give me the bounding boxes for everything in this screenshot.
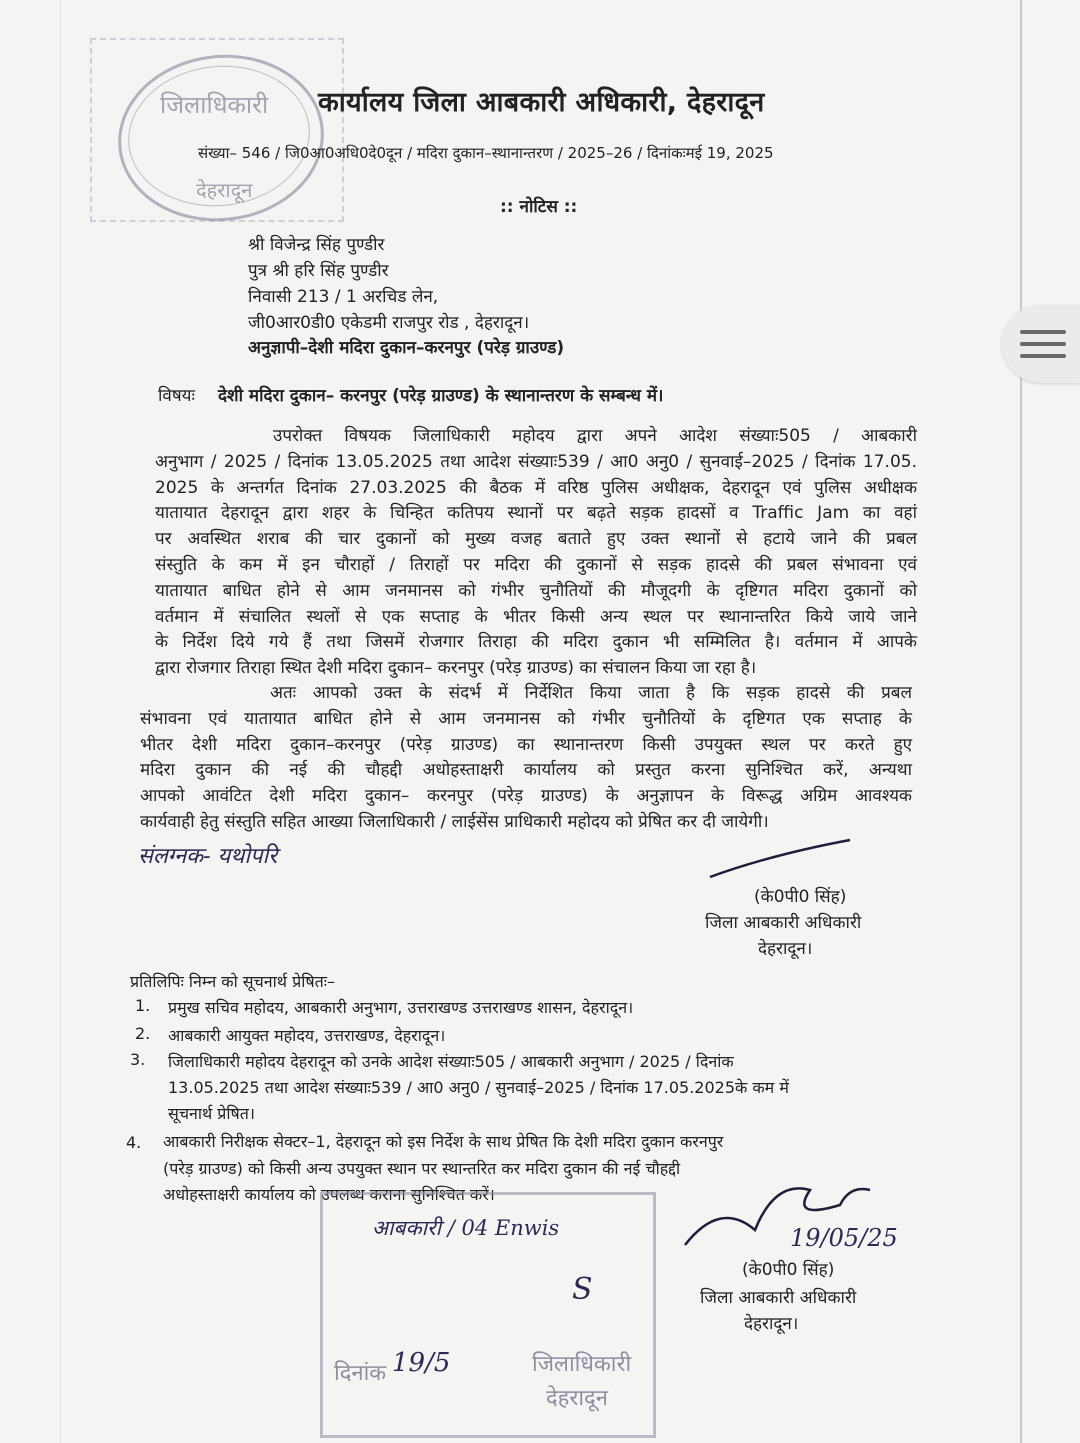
paragraph-line: आपको आवंटित देशी मदिरा दुकान– करनपुर (परेड़ ग्राउण्ड) के अनुज्ञापन के विरूद्ध अग्रिम आवश्यक [140, 786, 912, 807]
body-paragraph-2 [140, 681, 912, 836]
paragraph-line: कार्यवाही हेतु संस्तुति सहित आख्या जिलाधिकारी / लाईसेंस प्राधिकारी महोदय को प्रेषित कर दी जायेगी। [140, 811, 769, 832]
addressee-name: श्री विजेन्द्र सिंह पुण्डीर [248, 235, 385, 255]
signature-stroke [700, 835, 860, 885]
receipt-handwritten-entry: आबकारी / 04 Enwis [372, 1216, 560, 1240]
copy-item-text: (परेड़ ग्राउण्ड) को किसी अन्य उपयुक्त स्थान पर स्थान्तरित कर मदिरा दुकान की नई चौहद्दी [163, 1159, 681, 1178]
body-paragraph-1 [155, 424, 917, 682]
signatory-place: देहरादून। [758, 939, 813, 959]
copy-item-text: जिलाधिकारी महोदय देहरादून को उनके आदेश संख्याः505 / आबकारी अनुभाग / 2025 / दिनांक [168, 1052, 734, 1071]
receipt-date-value: 19/5 [392, 1348, 451, 1378]
subject-text: देशी मदिरा दुकान– करनपुर (परेड़ ग्राउण्ड) के स्थानान्तरण के सम्बन्ध में। [218, 386, 664, 406]
copy-to-heading: प्रतिलिपिः निम्न को सूचनार्थ प्रेषितः– [130, 972, 335, 991]
addressee-residence: निवासी 213 / 1 अरचिड लेन, [248, 287, 439, 307]
paragraph-line: यातायात देहरादून द्वारा शहर के चिन्हित कतिपय स्थानों पर बढ़ते सड़क हादसों व Traffic Jam का वहां [155, 503, 917, 524]
copy-item-number: 4. [126, 1133, 142, 1152]
addressee-licensee: अनुज्ञापी–देशी मदिरा दुकान–करनपुर (परेड़ ग्राउण्ड) [248, 338, 565, 358]
copy-item-text: आबकारी आयुक्त महोदय, उत्तराखण्ड, देहरादून। [168, 1026, 446, 1045]
receipt-place: देहरादून [546, 1386, 608, 1411]
copy-item-text: अधोहस्ताक्षरी कार्यालय को उपलब्ध कराना सुनिश्चित करें। [163, 1185, 495, 1204]
paragraph-line: संस्तुति के कम में इन चौराहों / तिराहों पर मदिरा की दुकानों से सड़क हादसे की प्रबल संभावना एवं [155, 554, 917, 575]
signatory-place: देहरादून। [744, 1314, 799, 1334]
paragraph-line: 2025 के अन्तर्गत दिनांक 27.03.2025 की बैठक में वरिष्ठ पुलिस अधीक्षक, देहरादून एवं पुलिस अधीक्षक [155, 477, 917, 498]
office-heading: कार्यालय जिला आबकारी अधिकारी, देहरादून [318, 87, 765, 118]
notice-title: :: नोटिस :: [500, 197, 578, 217]
office-stamp-top-text: जिलाधिकारी [160, 91, 269, 119]
paragraph-line: संभावना एवं यातायात बाधित होने से आम जनमानस को गंभीर चुनौतियों के दृष्टिगत एक सप्ताह के [140, 708, 912, 729]
signatory-designation: जिला आबकारी अधिकारी [700, 1288, 857, 1308]
receipt-office: जिलाधिकारी [532, 1352, 632, 1377]
paragraph-line: यातायात बाधित होने से आम जनमानस को गंभीर चुनौतियों की मौजूदगी के दृष्टिगत मदिरा दुकानों को [155, 580, 918, 601]
reference-number: संख्या– 546 / जि0आ0अधि0दे0दून / मदिरा दुकान–स्थानान्तरण / 2025–26 / दिनांकःमई 19, 2025 [198, 144, 774, 162]
office-stamp-bottom-text: देहरादून [196, 178, 253, 202]
paragraph-line: द्वारा रोजगार तिराहा स्थित देशी मदिरा दुकान– करनपुर (परेड़ ग्राउण्ड) का संचालन किया जा रहा है। [155, 658, 757, 679]
subject-label: विषयः [158, 386, 195, 406]
paragraph-line: पर अवस्थित शराब की चार दुकानों को मुख्य वजह बताते हुए उक्त स्थानों से हटाये जाने की प्रबल [155, 529, 917, 550]
signatory-designation: जिला आबकारी अधिकारी [705, 913, 862, 933]
paragraph-line: अनुभाग / 2025 / दिनांक 13.05.2025 तथा आदेश संख्याः539 / आ0 अनु0 / सुनवाई–2025 / दिनांक 17.05. [155, 451, 917, 472]
paragraph-line: अतः आपको उक्त के संदर्भ में निर्देशित किया जाता है कि सड़क हादसे की प्रबल [270, 683, 912, 703]
signature-date: 19/05/25 [790, 1224, 898, 1252]
copy-item-text: सूचनार्थ प्रेषित। [168, 1104, 255, 1123]
paragraph-line: भीतर देशी मदिरा दुकान–करनपुर (परेड़ ग्राउण्ड) का स्थानान्तरण किसी उपयुक्त स्थल पर करते हुए [140, 734, 912, 755]
menu-button[interactable] [1002, 305, 1080, 383]
page-edge-left [60, 0, 61, 1443]
paragraph-line: मदिरा दुकान की नई की चौहद्दी अधोहस्ताक्षरी कार्यालय को प्रस्तुत करना सुनिश्चित करें, अन्यथा [140, 760, 912, 781]
addressee-road: जी0आर0डी0 एकेडमी राजपुर रोड , देहरादून। [248, 313, 530, 333]
copy-item-text: प्रमुख सचिव महोदय, आबकारी अनुभाग, उत्तराखण्ड उत्तराखण्ड शासन, देहरादून। [168, 998, 634, 1017]
copy-item-text: आबकारी निरीक्षक सेक्टर–1, देहरादून को इस निर्देश के साथ प्रेषित कि देशी मदिरा दुकान करनपुर [163, 1132, 724, 1151]
copy-item-number: 2. [135, 1024, 151, 1043]
copy-item-text: 13.05.2025 तथा आदेश संख्याः539 / आ0 अनु0 / सुनवाई–2025 / दिनांक 17.05.2025के कम में [168, 1078, 789, 1097]
copy-item-number: 3. [130, 1050, 146, 1069]
receipt-date-label: दिनांक [334, 1361, 387, 1386]
addressee-father: पुत्र श्री हरि सिंह पुण्डीर [248, 261, 389, 281]
copy-item-number: 1. [135, 996, 151, 1015]
paragraph-line: के निर्देश दिये गये हैं तथा जिसमें रोजगार तिराहा की मदिरा दुकान भी सम्मिलित है। वर्तमान में आपके [155, 632, 917, 653]
page-edge-right [1020, 0, 1022, 1443]
enclosure-note: संलग्नक- यथोपरि [138, 844, 278, 869]
signatory-name: (के0पी0 सिंह) [742, 1260, 835, 1280]
paragraph-line: उपरोक्त विषयक जिलाधिकारी महोदय द्वारा अपने आदेश संख्याः505 / आबकारी [273, 426, 917, 446]
signatory-name: (के0पी0 सिंह) [754, 887, 847, 907]
paragraph-line: वर्तमान में संचालित स्थलों से एक सप्ताह के भीतर किसी अन्य स्थल पर स्थानान्तरित किये जाये जाने [155, 606, 917, 627]
receipt-mark: S [572, 1272, 593, 1307]
